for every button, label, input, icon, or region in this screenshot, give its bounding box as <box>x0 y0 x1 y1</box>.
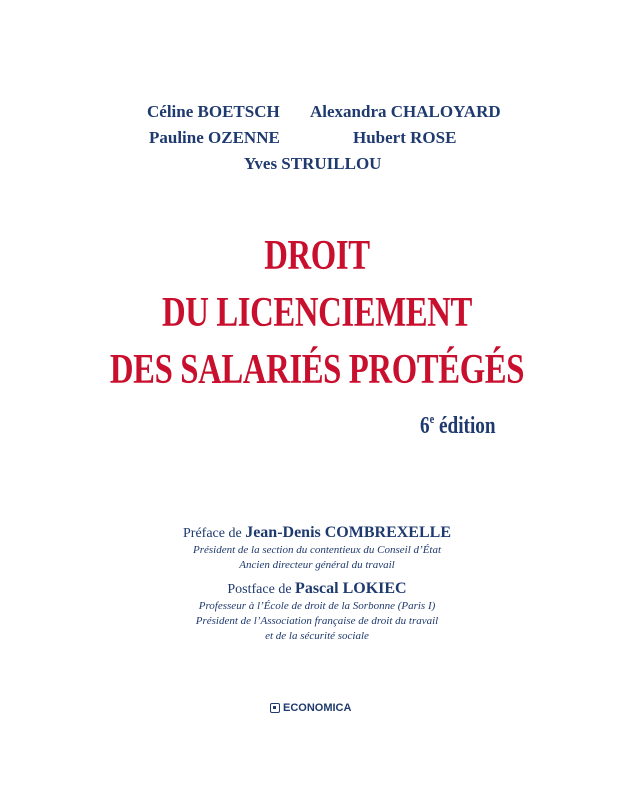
publisher-logo-icon <box>270 703 280 713</box>
edition-superscript: e <box>429 411 435 426</box>
author-name: Yves STRUILLOU <box>244 154 382 173</box>
postface-prefix: Postface de <box>227 582 292 597</box>
edition-number: 6 <box>420 413 430 439</box>
publisher <box>270 702 351 714</box>
author-name: Céline BOETSCH <box>147 102 280 121</box>
postface-role: Professeur à l’École de droit de la Sorbonne (Paris I) <box>198 600 436 612</box>
title-line: DU LICENCIEMENT <box>162 290 472 336</box>
title-line: DES SALARIÉS PROTÉGÉS <box>109 347 525 393</box>
postface-role: Président de l’Association française de droit du travail <box>195 615 439 627</box>
preface-heading <box>0 524 634 543</box>
preface-role: Ancien directeur général du travail <box>239 559 395 571</box>
credits-block <box>0 524 634 644</box>
author-name: Pauline OZENNE <box>149 128 280 147</box>
preface-author: Jean-Denis COMBREXELLE <box>245 524 451 541</box>
author-name: Hubert ROSE <box>353 128 457 147</box>
preface-role: Président de la section du contentieux du Conseil d’État <box>192 544 442 556</box>
book-title <box>70 228 565 399</box>
author-name: Alexandra CHALOYARD <box>310 102 501 121</box>
edition-word: édition <box>439 413 496 439</box>
preface-prefix: Préface de <box>183 526 242 541</box>
postface-author: Pascal LOKIEC <box>295 580 407 597</box>
postface-heading <box>0 580 634 599</box>
publisher-name: ECONOMICA <box>283 702 352 714</box>
edition-label <box>420 411 496 440</box>
title-line: DROIT <box>264 233 370 279</box>
postface-role: et de la sécurité sociale <box>265 630 369 642</box>
